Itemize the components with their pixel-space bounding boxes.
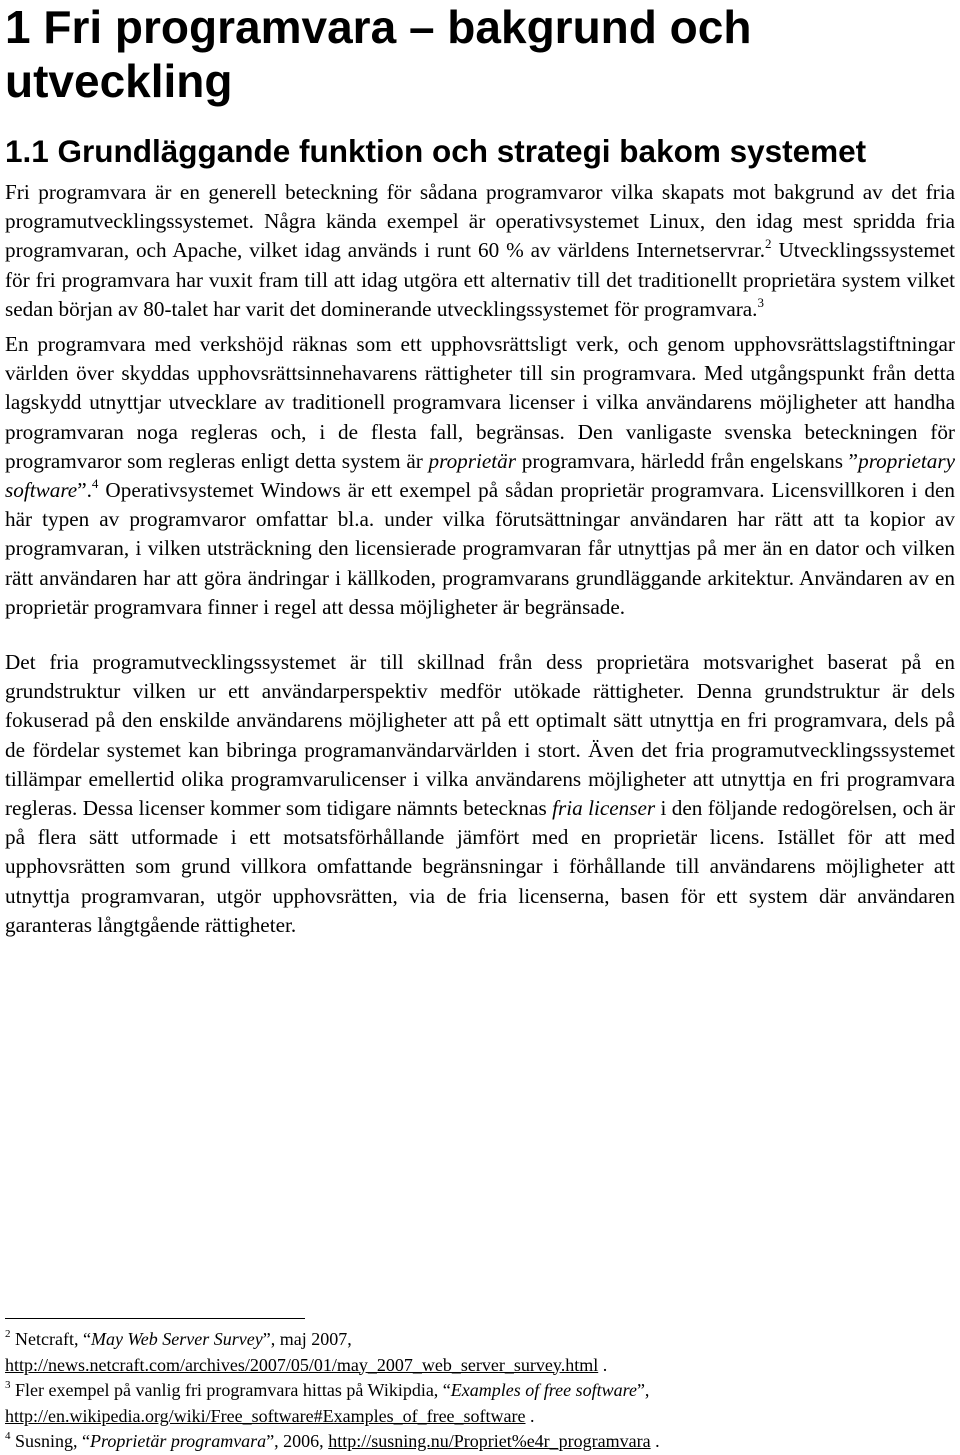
footnote-4	[5, 1429, 955, 1455]
section-heading: 1.1 Grundläggande funktion och strategi bakom systemet	[5, 133, 867, 169]
footnote-title: Proprietär programvara	[90, 1431, 267, 1451]
footnote-title: May Web Server Survey	[90, 1329, 263, 1349]
paragraph-text: Utvecklingssystemet för fri programvara har vuxit fram till att idag utgöra ett alternativ till det traditionellt proprietära system vilket sedan början av 80-talet har varit det dominerande utvecklingssystemet för programvara.	[5, 238, 955, 321]
footnote-number: 3	[5, 1379, 11, 1391]
footnote-text: ”,	[636, 1380, 650, 1400]
footnotes	[5, 1318, 955, 1455]
chapter-heading: 1 Fri programvara – bakgrund och utveckling	[5, 1, 752, 107]
footnote-link[interactable]: http://news.netcraft.com/archives/2007/05/01/may_2007_web_server_survey.html	[5, 1354, 599, 1375]
footnote-ref: 4	[91, 476, 99, 492]
footnote-text: .	[598, 1354, 608, 1375]
footnote-number: 4	[5, 1430, 11, 1442]
document-page	[5, 0, 955, 940]
paragraph-text: i den följande redogörelsen, och är på flera sätt utformade i ett motsatsförhållande jämfört med en proprietär licens. Istället för att med upphovsrätten som grund villkora omfattande begränsningar i förhållande till användarens möjligheter att utnyttja programvaran, utgör upphovsrätten, via de fria licenserna, basen för ett system där användaren garanteras långtgående rättigheter.	[5, 796, 955, 937]
emphasis-term: proprietär	[428, 448, 517, 473]
footnote-text: Fler exempel på vanlig fri programvara hittas på Wikipdia, “	[15, 1380, 451, 1400]
footnote-title: Examples of free software	[450, 1380, 637, 1400]
paragraph-text: Det fria programutvecklingssystemet är till skillnad från dess proprietära motsvarighet baserat på en grundstruktur vilken ur ett användarperspektiv medför utökade rättigheter. Denna grundstruktur är dels fokuserad på den enskilde användarens möjligheter att på ett optimalt sätt utnyttja en fri programvara, dels på de fördelar systemet kan bibringa programanvändarvärlden i stort. Även det fria programutvecklingssystemet tillämpar emellertid olika programvarulicenser i vilka användarens möjligheter att utnyttja en fri programvara regleras. Dessa licenser kommer som tidigare nämnts betecknas	[5, 650, 955, 821]
footnote-link[interactable]: http://susning.nu/Propriet%e4r_programvara	[328, 1431, 651, 1451]
paragraph-text: Operativsystemet Windows är ett exempel på sådan proprietär programvara. Licensvillkoren i den här typen av programvaror omfattar bl.a. under vilka förutsättningar användaren har rätt att ta kopior av programvaran, i vilken utsträckning den licensierade programvaran får utnyttjas på mer än en dator och vilken rätt användaren har att göra ändringar i källkoden, programvarans grundläggande arkitektur. Användaren av en proprietär programvara finner i regel att dessa möjligheter är begränsade.	[5, 478, 955, 619]
paragraph-text: ”.	[77, 478, 92, 503]
paragraph-text: programvara, härledd från engelskans ”	[516, 448, 859, 473]
footnote-text: ”, 2006,	[266, 1431, 329, 1451]
footnote-separator	[5, 1318, 305, 1319]
paragraph-text: En programvara med verkshöjd räknas som ett upphovsrättsligt verk, och genom upphovsrättslagstiftningar världen över skyddas upphovsrättsinnehavarens rättigheter till sin programvara. Med utgångspunkt från detta lagskydd utnyttjar utvecklare av traditionell programvara licenser i vilka användarens möjligheter att handha programvaran noga regleras och, i de flesta fall, begränsas. Den vanligaste svenska beteckningen för programvaror som regleras enligt detta system är	[5, 332, 955, 473]
paragraph-1	[5, 178, 955, 324]
footnote-text: ”, maj 2007,	[262, 1329, 352, 1349]
footnote-ref: 2	[765, 236, 772, 252]
footnote-2	[5, 1327, 955, 1378]
footnote-text: .	[650, 1431, 660, 1451]
footnote-text: Susning, “	[15, 1431, 91, 1451]
emphasis-term: proprietary software	[5, 448, 955, 503]
footnote-text: Netcraft, “	[15, 1329, 91, 1349]
paragraph-3	[5, 648, 955, 940]
footnote-ref: 3	[757, 294, 764, 310]
footnote-3	[5, 1378, 955, 1429]
paragraph-text: Fri programvara är en generell beteckning för sådana programvaror vilka skapats mot bakgrund av det fria programutvecklingssystemet. Några kända exempel är operativsystemet Linux, den idag mest spridda fria programvaran, och Apache, vilket idag används i runt 60 % av världens Internetservrar.	[5, 180, 955, 263]
footnote-text: .	[525, 1405, 535, 1426]
footnote-number: 2	[5, 1328, 11, 1340]
footnote-link[interactable]: http://en.wikipedia.org/wiki/Free_software#Examples_of_free_software	[5, 1405, 526, 1426]
paragraph-2	[5, 330, 955, 622]
emphasis-term: fria licenser	[552, 796, 656, 821]
